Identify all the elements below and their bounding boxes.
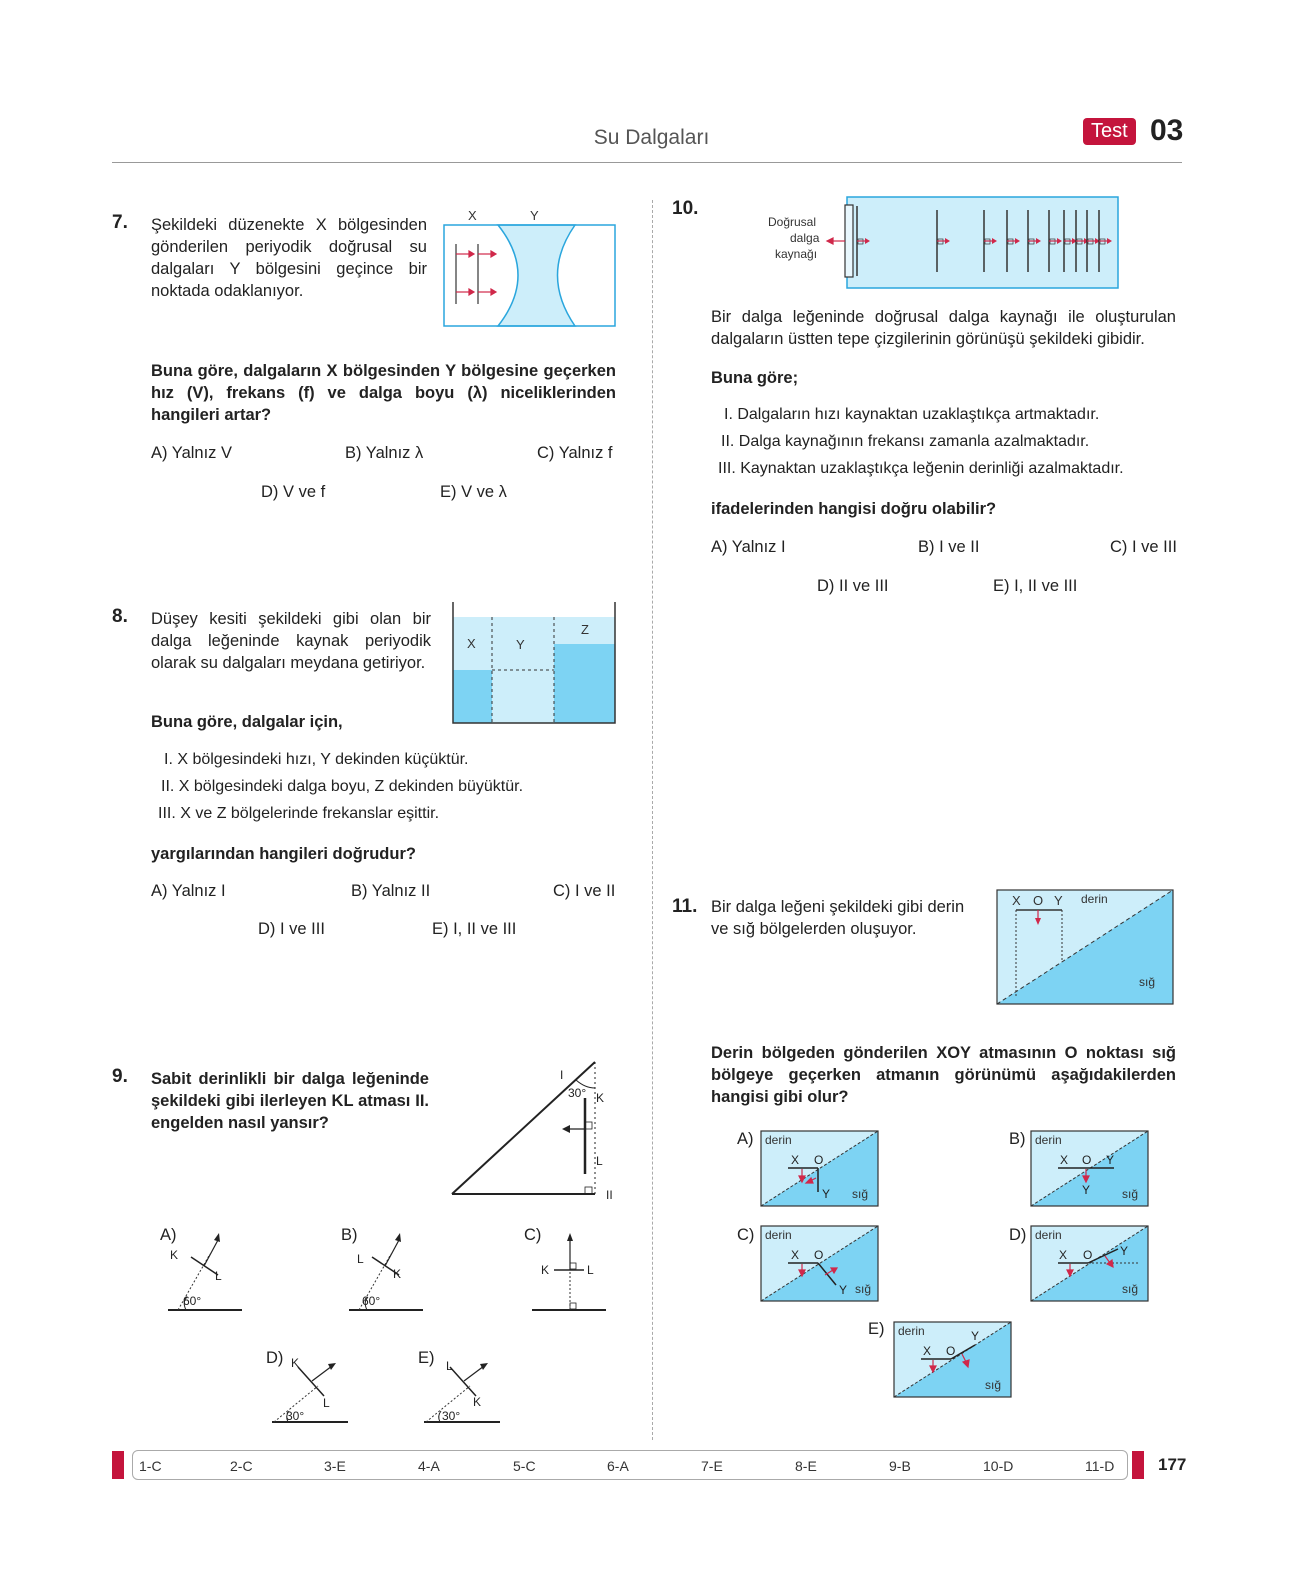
- answer-4: 4-A: [418, 1458, 440, 1474]
- q10-number: 10.: [672, 198, 699, 219]
- q10-statement-2: II. Dalga kaynağının frekansı zamanla azalmaktadır.: [721, 433, 1090, 450]
- q9-fig-label-ii: II: [606, 1188, 613, 1202]
- svg-text:X: X: [791, 1153, 800, 1167]
- page-title: Su Dalgaları: [593, 126, 710, 149]
- q9-option-e-figure[interactable]: [418, 1352, 508, 1428]
- q7-option-e[interactable]: E) V ve λ: [440, 483, 507, 501]
- svg-text:L: L: [215, 1269, 222, 1283]
- answer-11: 11-D: [1085, 1458, 1115, 1474]
- test-badge: Test: [1083, 118, 1136, 145]
- q8-text: Düşey kesiti şekildeki gibi olan bir dalga leğeninde kaynak periyodik olarak su dalgaları meydana getiriyor.: [151, 610, 431, 672]
- q11-option-a[interactable]: A): [737, 1130, 754, 1148]
- q11-option-e-figure[interactable]: [891, 1319, 1015, 1401]
- answer-9: 9-B: [889, 1458, 911, 1474]
- q9-fig-label-k: K: [596, 1091, 605, 1105]
- q9-option-e[interactable]: E): [418, 1349, 435, 1367]
- svg-text:X: X: [923, 1344, 932, 1358]
- q9-option-c[interactable]: C): [524, 1226, 542, 1244]
- q11-option-d[interactable]: D): [1009, 1226, 1027, 1244]
- q8-option-a[interactable]: A) Yalnız I: [151, 882, 226, 900]
- svg-text:O: O: [1082, 1153, 1092, 1167]
- q8-option-d[interactable]: D) I ve III: [258, 920, 325, 938]
- q8-statement-1: I. X bölgesindeki hızı, Y dekinden küçüktür.: [164, 751, 469, 768]
- q10-lead: Buna göre;: [711, 369, 799, 387]
- q7-fig-label-y: Y: [530, 208, 539, 223]
- q7-option-c[interactable]: C) Yalnız f: [537, 444, 613, 462]
- svg-text:X: X: [791, 1248, 800, 1262]
- q8-statement-2: II. X bölgesindeki dalga boyu, Z dekinden büyüktür.: [161, 778, 524, 795]
- q9-option-d[interactable]: D): [266, 1349, 284, 1367]
- q10-statement-1: I. Dalgaların hızı kaynaktan uzaklaştıkça artmaktadır.: [724, 406, 1100, 423]
- svg-text:X: X: [1012, 893, 1021, 908]
- q7-number: 7.: [112, 212, 128, 233]
- q9-figure: [445, 1058, 625, 1208]
- svg-text:O: O: [814, 1153, 824, 1167]
- answer-2: 2-C: [230, 1458, 253, 1474]
- q9-fig-label-i: I: [560, 1068, 564, 1082]
- q10-text: Bir dalga leğeninde doğrusal dalga kaynağı ile oluşturulan dalgaların üstten tepe çizgilerinin görünüşü şekildeki gibidir.: [711, 308, 1176, 348]
- q9-question: Sabit derinlikli bir dalga leğeninde şekildeki gibi ilerleyen KL atması II. engelden nasıl yansır?: [151, 1070, 429, 1132]
- answer-5: 5-C: [513, 1458, 536, 1474]
- answer-10: 10-D: [983, 1458, 1014, 1474]
- q10-option-b[interactable]: B) I ve II: [918, 538, 980, 556]
- page-number: 177: [1158, 1455, 1187, 1474]
- q10-figure: [760, 192, 1124, 294]
- q8-option-e[interactable]: E) I, II ve III: [432, 920, 517, 938]
- q8-number: 8.: [112, 606, 128, 627]
- q11-option-c-figure[interactable]: [758, 1223, 882, 1305]
- svg-text:derin: derin: [1035, 1133, 1062, 1147]
- q9-option-a-figure[interactable]: [160, 1230, 250, 1314]
- footer-accent-left: [112, 1451, 124, 1479]
- svg-text:Y: Y: [839, 1283, 848, 1297]
- svg-text:K: K: [541, 1263, 550, 1277]
- q11-figure: [994, 886, 1178, 1008]
- svg-text:30°: 30°: [286, 1409, 305, 1423]
- svg-text:dalga: dalga: [790, 231, 820, 245]
- q8-lead: Buna göre, dalgalar için,: [151, 713, 343, 731]
- svg-text:derin: derin: [1035, 1228, 1062, 1242]
- q9-option-b-figure[interactable]: [341, 1230, 431, 1314]
- svg-text:sığ: sığ: [855, 1282, 872, 1296]
- svg-text:Y: Y: [1082, 1183, 1091, 1197]
- svg-text:L: L: [446, 1359, 453, 1373]
- svg-text:L: L: [587, 1263, 594, 1277]
- q7-fig-arrows: [456, 251, 496, 295]
- svg-text:kaynağı: kaynağı: [775, 247, 818, 261]
- q9-option-b[interactable]: B): [341, 1226, 358, 1244]
- answer-key-box: [132, 1450, 1128, 1480]
- q10-statement-3: III. Kaynaktan uzaklaştıkça leğenin derinliği azalmaktadır.: [718, 460, 1124, 477]
- svg-text:K: K: [393, 1267, 402, 1281]
- q9-option-c-figure[interactable]: [524, 1230, 614, 1314]
- q11-question: Derin bölgeden gönderilen XOY atmasının O noktası sığ bölgeye geçerken atmanın görünümü aşağıdakilerden hangisi gibi olur?: [711, 1044, 1176, 1106]
- svg-text:O: O: [946, 1344, 956, 1358]
- svg-text:60°: 60°: [183, 1294, 202, 1308]
- q7-option-d[interactable]: D) V ve f: [261, 483, 326, 501]
- q9-number: 9.: [112, 1066, 128, 1087]
- q7-option-b[interactable]: B) Yalnız λ: [345, 444, 424, 462]
- q10-option-c[interactable]: C) I ve III: [1110, 538, 1177, 556]
- q11-number: 11.: [672, 896, 698, 917]
- q9-option-a[interactable]: A): [160, 1226, 177, 1244]
- q11-option-d-figure[interactable]: [1028, 1223, 1152, 1305]
- q8-fig-label-y: Y: [516, 637, 525, 652]
- q7-fig-label-x: X: [468, 208, 477, 223]
- column-divider: [652, 200, 653, 1440]
- q11-option-b[interactable]: B): [1009, 1130, 1026, 1148]
- svg-text:derin: derin: [765, 1228, 792, 1242]
- svg-text:60°: 60°: [362, 1294, 381, 1308]
- footer-accent-right: [1132, 1451, 1144, 1479]
- q8-option-b[interactable]: B) Yalnız II: [351, 882, 431, 900]
- q7-option-a[interactable]: A) Yalnız V: [151, 444, 233, 462]
- answer-7: 7-E: [701, 1458, 723, 1474]
- svg-text:K: K: [473, 1395, 482, 1409]
- q8-fig-label-x: X: [467, 636, 476, 651]
- svg-text:L: L: [323, 1396, 330, 1410]
- q8-question: yargılarından hangileri doğrudur?: [151, 845, 416, 863]
- q7-question: Buna göre, dalgaların X bölgesinden Y bölgesine geçerken hız (V), frekans (f) ve dalga boyu (λ) niceliklerinden hangileri artar?: [151, 362, 616, 424]
- q10-option-d[interactable]: D) II ve III: [817, 577, 889, 595]
- q11-option-a-figure[interactable]: [758, 1128, 882, 1210]
- q9-fig-angle: 30°: [568, 1086, 587, 1100]
- svg-text:X: X: [1060, 1153, 1069, 1167]
- q8-fig-label-z: Z: [581, 622, 589, 637]
- svg-text:K: K: [291, 1356, 300, 1370]
- q7-text: Şekildeki düzenekte X bölgesinden gönderilen periyodik doğrusal su dalgaları Y bölgesini geçince bir noktada odaklanıyor.: [151, 216, 427, 300]
- q10-option-e[interactable]: E) I, II ve III: [993, 577, 1078, 595]
- q11-option-e[interactable]: E): [868, 1320, 885, 1338]
- q7-fig-lens: [498, 225, 575, 326]
- q11-option-b-figure[interactable]: [1028, 1128, 1152, 1210]
- svg-text:O: O: [814, 1248, 824, 1262]
- svg-text:Y: Y: [1106, 1153, 1115, 1167]
- svg-text:K: K: [170, 1248, 179, 1262]
- q9-fig-label-l: L: [596, 1154, 603, 1168]
- q11-option-c[interactable]: C): [737, 1226, 755, 1244]
- svg-text:sığ: sığ: [985, 1378, 1002, 1392]
- svg-text:X: X: [1059, 1248, 1068, 1262]
- svg-text:30°: 30°: [442, 1409, 461, 1423]
- answer-6: 6-A: [607, 1458, 629, 1474]
- svg-text:O: O: [1033, 893, 1044, 908]
- svg-text:sığ: sığ: [1122, 1282, 1139, 1296]
- q10-question: ifadelerinden hangisi doğru olabilir?: [711, 500, 997, 518]
- answer-8: 8-E: [795, 1458, 817, 1474]
- q9-option-d-figure[interactable]: [266, 1352, 356, 1428]
- q7-figure: [440, 204, 620, 332]
- svg-text:sığ: sığ: [1139, 975, 1156, 989]
- svg-text:derin: derin: [765, 1133, 792, 1147]
- answer-1: 1-C: [139, 1458, 162, 1474]
- svg-text:derin: derin: [898, 1324, 925, 1338]
- answer-3: 3-E: [324, 1458, 346, 1474]
- svg-text:Y: Y: [822, 1187, 831, 1201]
- svg-text:sığ: sığ: [852, 1187, 869, 1201]
- test-number: 03: [1150, 114, 1184, 147]
- header-divider: [112, 162, 1182, 163]
- svg-text:sığ: sığ: [1122, 1187, 1139, 1201]
- q11-text: Bir dalga leğeni şekildeki gibi derin ve sığ bölgelerden oluşuyor.: [711, 898, 965, 938]
- svg-text:Y: Y: [1054, 893, 1063, 908]
- svg-text:Doğrusal: Doğrusal: [768, 215, 817, 229]
- svg-text:Y: Y: [1120, 1244, 1129, 1258]
- q8-statement-3: III. X ve Z bölgelerinde frekanslar eşittir.: [158, 805, 440, 822]
- q8-option-c[interactable]: C) I ve II: [553, 882, 616, 900]
- svg-text:L: L: [357, 1252, 364, 1266]
- svg-text:Y: Y: [971, 1329, 980, 1343]
- svg-text:O: O: [1083, 1248, 1093, 1262]
- q10-option-a[interactable]: A) Yalnız I: [711, 538, 786, 556]
- svg-text:derin: derin: [1081, 892, 1108, 906]
- q8-figure: [448, 600, 620, 728]
